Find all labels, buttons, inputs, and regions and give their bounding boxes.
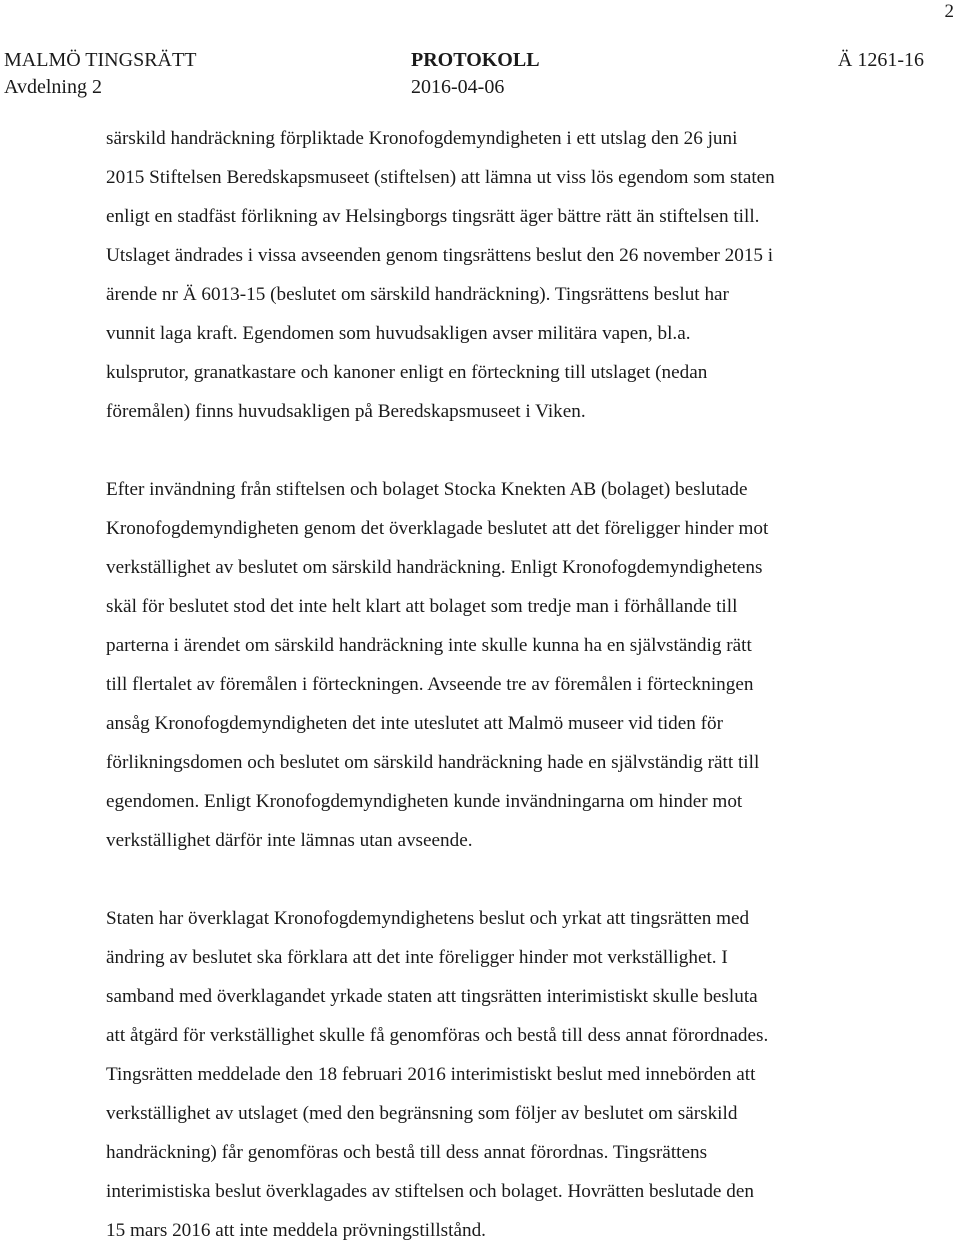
text-line: ansåg Kronofogdemyndigheten det inte uteslutet att Malmö museer vid tiden för [106,713,724,734]
text-line: Tingsrätten meddelade den 18 februari 2016 interimistiskt beslut med innebörden att [106,1064,756,1085]
text-line: verkställighet därför inte lämnas utan avseende. [106,830,473,851]
text-line: samband med överklagandet yrkade staten att tingsrätten interimistiskt skulle besluta [106,986,758,1007]
document-body [106,119,892,1250]
division-name: Avdelning 2 [4,76,102,98]
header-left [4,47,196,101]
paragraph [106,470,892,860]
text-line: särskild handräckning förpliktade Kronofogdemyndigheten i ett utslag den 26 juni [106,128,738,149]
case-number: Ä 1261-16 [837,49,924,71]
document-date: 2016-04-06 [411,76,505,98]
text-line: förlikningsdomen och beslutet om särskild handräckning hade en självständig rätt till [106,752,760,773]
text-line: skäl för beslutet stod det inte helt klart att bolaget som tredje man i förhållande till [106,596,738,617]
text-line: parterna i ärendet om särskild handräckning inte skulle kunna ha en självständig rätt [106,635,752,656]
text-line: Efter invändning från stiftelsen och bolaget Stocka Knekten AB (bolaget) beslutade [106,479,748,500]
paragraph-gap [106,860,892,899]
text-line: verkställighet av utslaget (med den begränsning som följer av beslutet om särskild [106,1103,738,1124]
text-line: att åtgärd för verkställighet skulle få genomföras och bestå till dess annat förordnades. [106,1025,769,1046]
document-type: PROTOKOLL [411,49,540,71]
paragraph [106,899,892,1250]
header-middle [411,47,540,101]
court-name: MALMÖ TINGSRÄTT [4,49,197,71]
header-right [838,47,924,74]
text-line: Utslaget ändrades i vissa avseenden genom tingsrättens beslut den 26 november 2015 i [106,245,774,266]
text-line: interimistiska beslut överklagades av stiftelsen och bolaget. Hovrätten beslutade den [106,1181,754,1202]
text-line: 15 mars 2016 att inte meddela prövningstillstånd. [106,1220,486,1241]
text-line: till flertalet av föremålen i förteckningen. Avseende tre av föremålen i förteckningen [106,674,754,695]
text-line: kulsprutor, granatkastare och kanoner enligt en förteckning till utslaget (nedan [106,362,708,383]
page-number: 2 [944,1,954,22]
text-line: ärende nr Ä 6013-15 (beslutet om särskild handräckning). Tingsrättens beslut har [106,284,729,305]
text-line: verkställighet av beslutet om särskild handräckning. Enligt Kronofogdemyndighetens [106,557,763,578]
text-line: Staten har överklagat Kronofogdemyndighetens beslut och yrkat att tingsrätten med [106,908,750,929]
text-line: 2015 Stiftelsen Beredskapsmuseet (stiftelsen) att lämna ut viss lös egendom som staten [106,167,775,188]
text-line: egendomen. Enligt Kronofogdemyndigheten kunde invändningarna om hinder mot [106,791,743,812]
paragraph-gap [106,431,892,470]
paragraph [106,119,892,431]
text-line: ändring av beslutet ska förklara att det inte föreligger hinder mot verkställighet. I [106,947,728,968]
text-line: enligt en stadfäst förlikning av Helsingborgs tingsrätt äger bättre rätt än stiftelsen till. [106,206,760,227]
document-header [4,47,924,103]
text-line: föremålen) finns huvudsakligen på Beredskapsmuseet i Viken. [106,401,586,422]
text-line: vunnit laga kraft. Egendomen som huvudsakligen avser militära vapen, bl.a. [106,323,691,344]
text-line: Kronofogdemyndigheten genom det överklagade beslutet att det föreligger hinder mot [106,518,769,539]
text-line: handräckning) får genomföras och bestå till dess annat förordnas. Tingsrättens [106,1142,708,1163]
